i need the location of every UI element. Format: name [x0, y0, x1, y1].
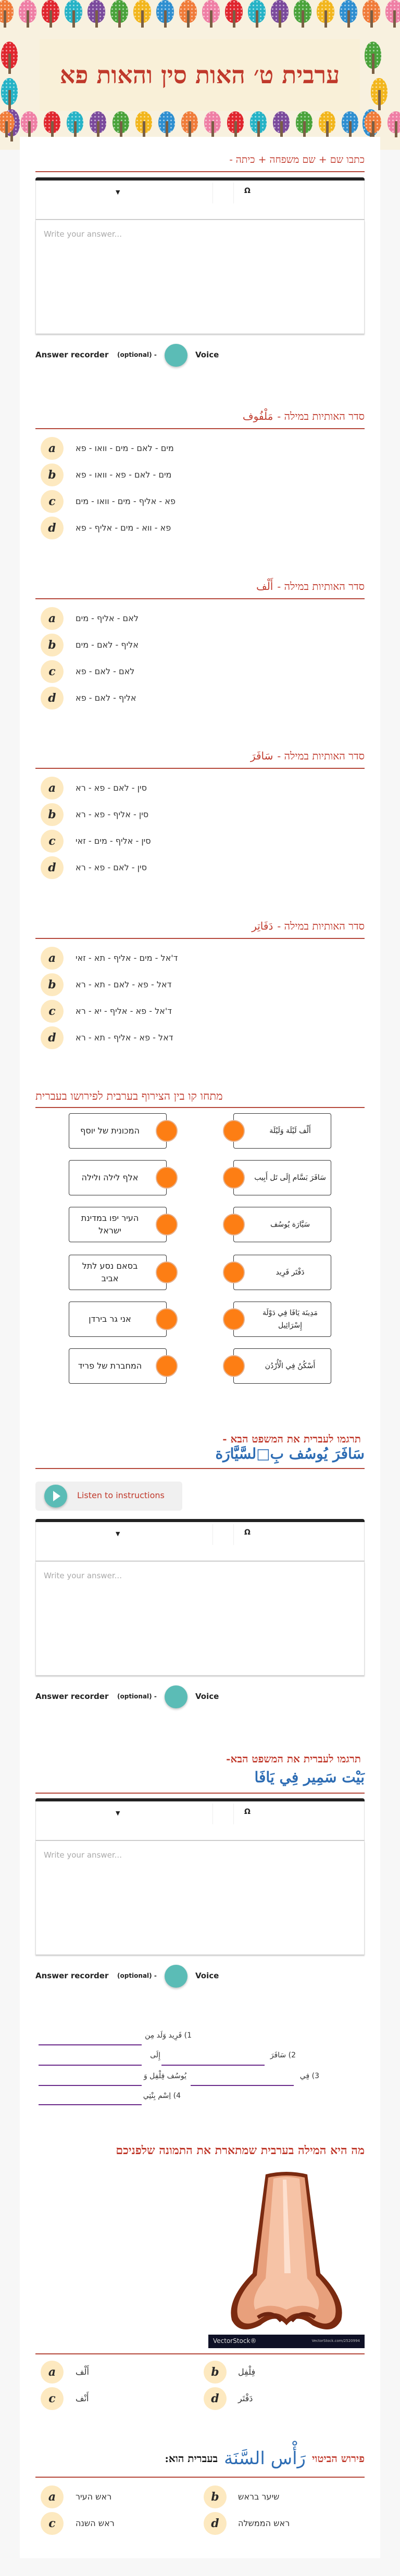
option-badge-a[interactable]: a: [41, 437, 64, 460]
match-connector-dot-hebrew[interactable]: [156, 1355, 178, 1377]
match-arabic-box: [233, 1160, 331, 1195]
match-hebrew-text: אני גר בירדן: [89, 1314, 131, 1324]
match-connector-dot-arabic[interactable]: [223, 1167, 245, 1189]
option-text-d[interactable]: ראש הממשלה: [238, 2518, 290, 2528]
translate2-recorder-optional: (optional) -: [117, 1972, 157, 1979]
option-text-c[interactable]: ד'אל - פא - אליף - יא - רא: [76, 1006, 172, 1016]
divider: [35, 598, 365, 599]
option-text-b[interactable]: אליף - לאם - מים: [76, 640, 139, 650]
match-arabic-text: أَسْكُنُ فِي الْأُرْدُن: [265, 1362, 316, 1370]
name-record-voice-button[interactable]: [165, 344, 188, 367]
name-toolbar-separator: [233, 183, 234, 203]
mcq-prompt-text: סדר האותיות במילה -: [277, 920, 365, 932]
option-badge-d[interactable]: d: [204, 2387, 227, 2410]
match-arabic-box: [233, 1255, 331, 1290]
option-text-d[interactable]: דאל - פא - אליף - תא - רא: [76, 1033, 173, 1042]
translate2-toolbar-separator: [233, 1804, 234, 1824]
translate2-answer-textarea[interactable]: [35, 1841, 365, 1955]
divider: [35, 1793, 365, 1794]
option-badge-b[interactable]: b: [204, 2485, 227, 2508]
match-arabic-text: سَيَّارَة يُوسُف: [270, 1220, 310, 1229]
divider: [35, 428, 365, 429]
option-text-b[interactable]: فِلْفِل: [238, 2367, 256, 2377]
match-hebrew-box: [69, 1113, 167, 1149]
option-text-c[interactable]: סין - אליף - מים - זאי: [76, 836, 151, 846]
divider: [35, 1468, 365, 1469]
watermark-brand: VectorStock®: [213, 2337, 257, 2345]
mcq-prompt-text: סדר האותיות במילה -: [277, 580, 365, 593]
option-badge-d[interactable]: d: [41, 1026, 64, 1049]
translate-arabic-sentence: بَيْت سَمِير فِي يَافَا: [254, 1769, 365, 1786]
option-text-d[interactable]: دَفْتَر: [238, 2393, 253, 2403]
nose-image: [208, 2169, 365, 2348]
fill-blank-line[interactable]: [39, 2104, 142, 2105]
option-badge-a[interactable]: a: [41, 777, 64, 800]
option-text-a[interactable]: ראש העיר: [76, 2492, 112, 2502]
name-caret-down-icon[interactable]: ▼: [116, 189, 120, 196]
match-connector-dot-arabic[interactable]: [223, 1261, 245, 1283]
match-arabic-text: سَافَرَ بَسَّام إِلَى تَل أَبِيب: [254, 1174, 326, 1182]
option-badge-d[interactable]: d: [41, 687, 64, 710]
translate-prompt: תרגמו לעברית את המשפט הבא -: [222, 1433, 361, 1445]
match-hebrew-text: המכונית של יוסף: [80, 1126, 140, 1136]
mcq-arabic-word: أَلْف: [256, 580, 273, 593]
expression-prefix: פירוש הביטוי: [311, 2452, 365, 2465]
option-badge-b[interactable]: b: [204, 2361, 227, 2384]
option-text-b[interactable]: סין - אליף - פא - רא: [76, 809, 149, 819]
option-text-d[interactable]: אליף - לאם - פא: [76, 693, 136, 703]
fill-blank-line[interactable]: [39, 2044, 142, 2045]
mcq-prompt-text: סדר האותיות במילה -: [277, 750, 365, 762]
watermark-url: VectorStock.com/2520994: [311, 2339, 360, 2343]
fill-blank-text: 4) اِسْم بِنْتِي: [143, 2092, 181, 2100]
option-text-b[interactable]: שיער בראש: [238, 2492, 280, 2502]
listen-label: Listen to instructions: [77, 1490, 165, 1500]
name-editor-toolbar: [35, 181, 365, 219]
match-hebrew-text: המחברת של פריד: [78, 1361, 142, 1371]
name-recorder-optional: (optional) -: [117, 351, 157, 358]
translate1-toolbar-separator: [233, 1524, 234, 1545]
match-hebrew-box: [69, 1302, 167, 1337]
match-connector-dot-hebrew[interactable]: [156, 1308, 178, 1330]
fill-blank-line[interactable]: [191, 2085, 294, 2086]
option-text-c[interactable]: ראש השנה: [76, 2518, 115, 2528]
translate2-caret-down-icon[interactable]: ▼: [116, 1810, 120, 1817]
match-hebrew-text: העיר יפו במדינת ישראל: [81, 1213, 139, 1235]
watermark-bar: [208, 2335, 365, 2348]
matching-prompt: מתחו קו בין הצירוף בערבית לפירושו בעברית: [35, 1090, 223, 1102]
name-recorder-voice-label: Voice: [195, 350, 219, 359]
match-connector-dot-hebrew[interactable]: [156, 1214, 178, 1235]
translate1-answer-textarea[interactable]: [35, 1562, 365, 1676]
translate1-special-character-button[interactable]: Ω: [244, 1528, 251, 1537]
fill-blank-line[interactable]: [39, 2085, 142, 2086]
match-arabic-box: [233, 1302, 331, 1337]
translate-arabic-sentence: سَافَرَ يُوسُف بِ□لسَّيَّارَة: [215, 1445, 365, 1462]
match-arabic-box: [233, 1207, 331, 1242]
divider: [35, 171, 365, 172]
option-badge-b[interactable]: b: [41, 463, 64, 486]
match-connector-dot-arabic[interactable]: [223, 1308, 245, 1330]
option-text-a[interactable]: מים - לאם - מים - וואו - פא: [76, 443, 174, 453]
play-icon: [44, 1485, 67, 1508]
option-text-c[interactable]: أَنْف: [76, 2393, 89, 2403]
match-arabic-text: أَلْف لَيْلَة وَلَيْلَة: [269, 1127, 311, 1135]
match-arabic-box: [233, 1348, 331, 1384]
translate2-special-character-button[interactable]: Ω: [244, 1808, 251, 1816]
page-title: ערבית ט׳ האות סין והאות פא: [59, 61, 340, 89]
mcq-prompt-text: סדר האותיות במילה -: [277, 410, 365, 422]
option-text-a[interactable]: ד'אל - מים - אליף - תא - זאי: [76, 953, 178, 963]
answer-placeholder: Write your answer...: [44, 229, 122, 239]
translate-prompt: תרגמו לעברית את המשפט הבא-: [226, 1753, 361, 1765]
option-text-a[interactable]: סין - לאם - פא - רא: [76, 783, 147, 793]
match-hebrew-box: [69, 1348, 167, 1384]
match-hebrew-text: אלף לילה ולילה: [81, 1173, 139, 1182]
mcq-arabic-word: سَافَرَ: [250, 750, 273, 762]
match-arabic-text: دَفْتَر فَرِيد: [276, 1268, 305, 1277]
option-badge-a[interactable]: a: [41, 947, 64, 970]
picture-question-prompt: מה היא המילה בערבית שמתארת את התמונה שלפניכם: [116, 2144, 365, 2157]
answer-placeholder: Write your answer...: [44, 1850, 122, 1860]
match-hebrew-text: בסאם נסע לתל אביב: [82, 1261, 138, 1283]
match-arabic-text: مَدِينَة يَافَا فِي دَوْلَة إِسْرَائِيل: [262, 1309, 318, 1330]
option-badge-c[interactable]: c: [41, 2387, 64, 2410]
fill-blank-text: 1) فَرِيد وَلَد مِن: [145, 2031, 192, 2040]
match-hebrew-box: [69, 1255, 167, 1290]
option-badge-c[interactable]: c: [41, 490, 64, 513]
option-text-c[interactable]: פא - אליף - מים - וואו - מים: [76, 496, 176, 506]
option-text-d[interactable]: סין - לאם - פא - רא: [76, 862, 147, 872]
nose-illustration: [208, 2169, 365, 2335]
option-text-d[interactable]: פא - ווא - מים - אליף - פא: [76, 523, 171, 533]
option-badge-a[interactable]: a: [41, 2361, 64, 2384]
match-hebrew-box: [69, 1207, 167, 1242]
translate1-recorder-label: Answer recorder: [35, 1692, 109, 1701]
expression-question-prompt: [165, 2448, 365, 2469]
option-badge-d[interactable]: d: [41, 856, 64, 879]
option-badge-c[interactable]: c: [41, 1000, 64, 1023]
option-text-b[interactable]: מים - לאם - פא - וואו - פא: [76, 470, 172, 480]
name-question-prompt: כתבו שם + שם משפחה + כיתה -: [229, 154, 365, 165]
match-connector-dot-arabic[interactable]: [223, 1355, 245, 1377]
name-recorder-label: Answer recorder: [35, 350, 109, 359]
option-badge-b[interactable]: b: [41, 973, 64, 996]
option-text-a[interactable]: أَلْف: [76, 2367, 89, 2377]
option-badge-c[interactable]: c: [41, 2512, 64, 2535]
expression-arabic: رَأْس السَّنَة: [224, 2448, 306, 2469]
fill-blank-line[interactable]: [39, 2065, 142, 2066]
match-connector-dot-hebrew[interactable]: [156, 1261, 178, 1283]
fill-blank-text: 2) سَافَرَ: [270, 2051, 296, 2059]
translate2-recorder-label: Answer recorder: [35, 1971, 109, 1980]
option-badge-a[interactable]: a: [41, 607, 64, 630]
fill-blank-line[interactable]: [161, 2065, 265, 2066]
divider: [35, 938, 365, 939]
translate1-recorder-voice-label: Voice: [195, 1692, 219, 1701]
fill-blank-text: 3) فِي: [299, 2072, 319, 2080]
answer-placeholder: Write your answer...: [44, 1571, 122, 1580]
fill-blank-text: إِلَى: [150, 2051, 160, 2059]
translate1-recorder-optional: (optional) -: [117, 1693, 157, 1700]
translate1-record-voice-button[interactable]: [165, 1685, 188, 1708]
expression-suffix: בעברית הוא:: [165, 2452, 218, 2465]
match-connector-dot-hebrew[interactable]: [156, 1167, 178, 1189]
translate1-editor-toolbar: [35, 1522, 365, 1561]
option-badge-b[interactable]: b: [41, 634, 64, 656]
mcq-arabic-word: مَلْفُوف: [242, 410, 273, 422]
divider: [35, 2477, 365, 2478]
option-badge-b[interactable]: b: [41, 803, 64, 826]
mcq-prompt: [243, 409, 365, 423]
translate2-editor-toolbar: [35, 1801, 365, 1840]
title-panel: [40, 39, 360, 111]
option-text-b[interactable]: דאל - פא - לאם - תא - רא: [76, 980, 172, 989]
fill-blank-text: يُوسُف فِلْفِل وَ: [143, 2072, 186, 2080]
divider: [35, 2353, 365, 2354]
mcq-prompt: [252, 919, 365, 933]
option-text-c[interactable]: לאם - לאם - פא: [76, 666, 135, 676]
option-badge-c[interactable]: c: [41, 660, 64, 683]
option-badge-d[interactable]: d: [204, 2512, 227, 2535]
mcq-arabic-word: دَفَاتِر: [252, 920, 273, 932]
mcq-prompt: [256, 579, 365, 594]
match-connector-dot-arabic[interactable]: [223, 1120, 245, 1142]
mcq-prompt: [251, 749, 365, 763]
option-badge-d[interactable]: d: [41, 517, 64, 539]
name-special-character-button[interactable]: Ω: [244, 187, 251, 195]
match-connector-dot-hebrew[interactable]: [156, 1120, 178, 1142]
match-arabic-box: [233, 1113, 331, 1149]
match-connector-dot-arabic[interactable]: [223, 1214, 245, 1235]
translate2-record-voice-button[interactable]: [165, 1965, 188, 1988]
translate1-caret-down-icon[interactable]: ▼: [116, 1530, 120, 1537]
option-text-a[interactable]: לאם - אליף - מים: [76, 613, 139, 623]
name-answer-textarea[interactable]: [35, 220, 365, 334]
option-badge-c[interactable]: c: [41, 830, 64, 853]
divider: [35, 768, 365, 769]
option-badge-a[interactable]: a: [41, 2485, 64, 2508]
match-hebrew-box: [69, 1160, 167, 1195]
listen-instructions-button[interactable]: [35, 1482, 182, 1511]
translate2-recorder-voice-label: Voice: [195, 1971, 219, 1980]
divider: [35, 1107, 365, 1108]
